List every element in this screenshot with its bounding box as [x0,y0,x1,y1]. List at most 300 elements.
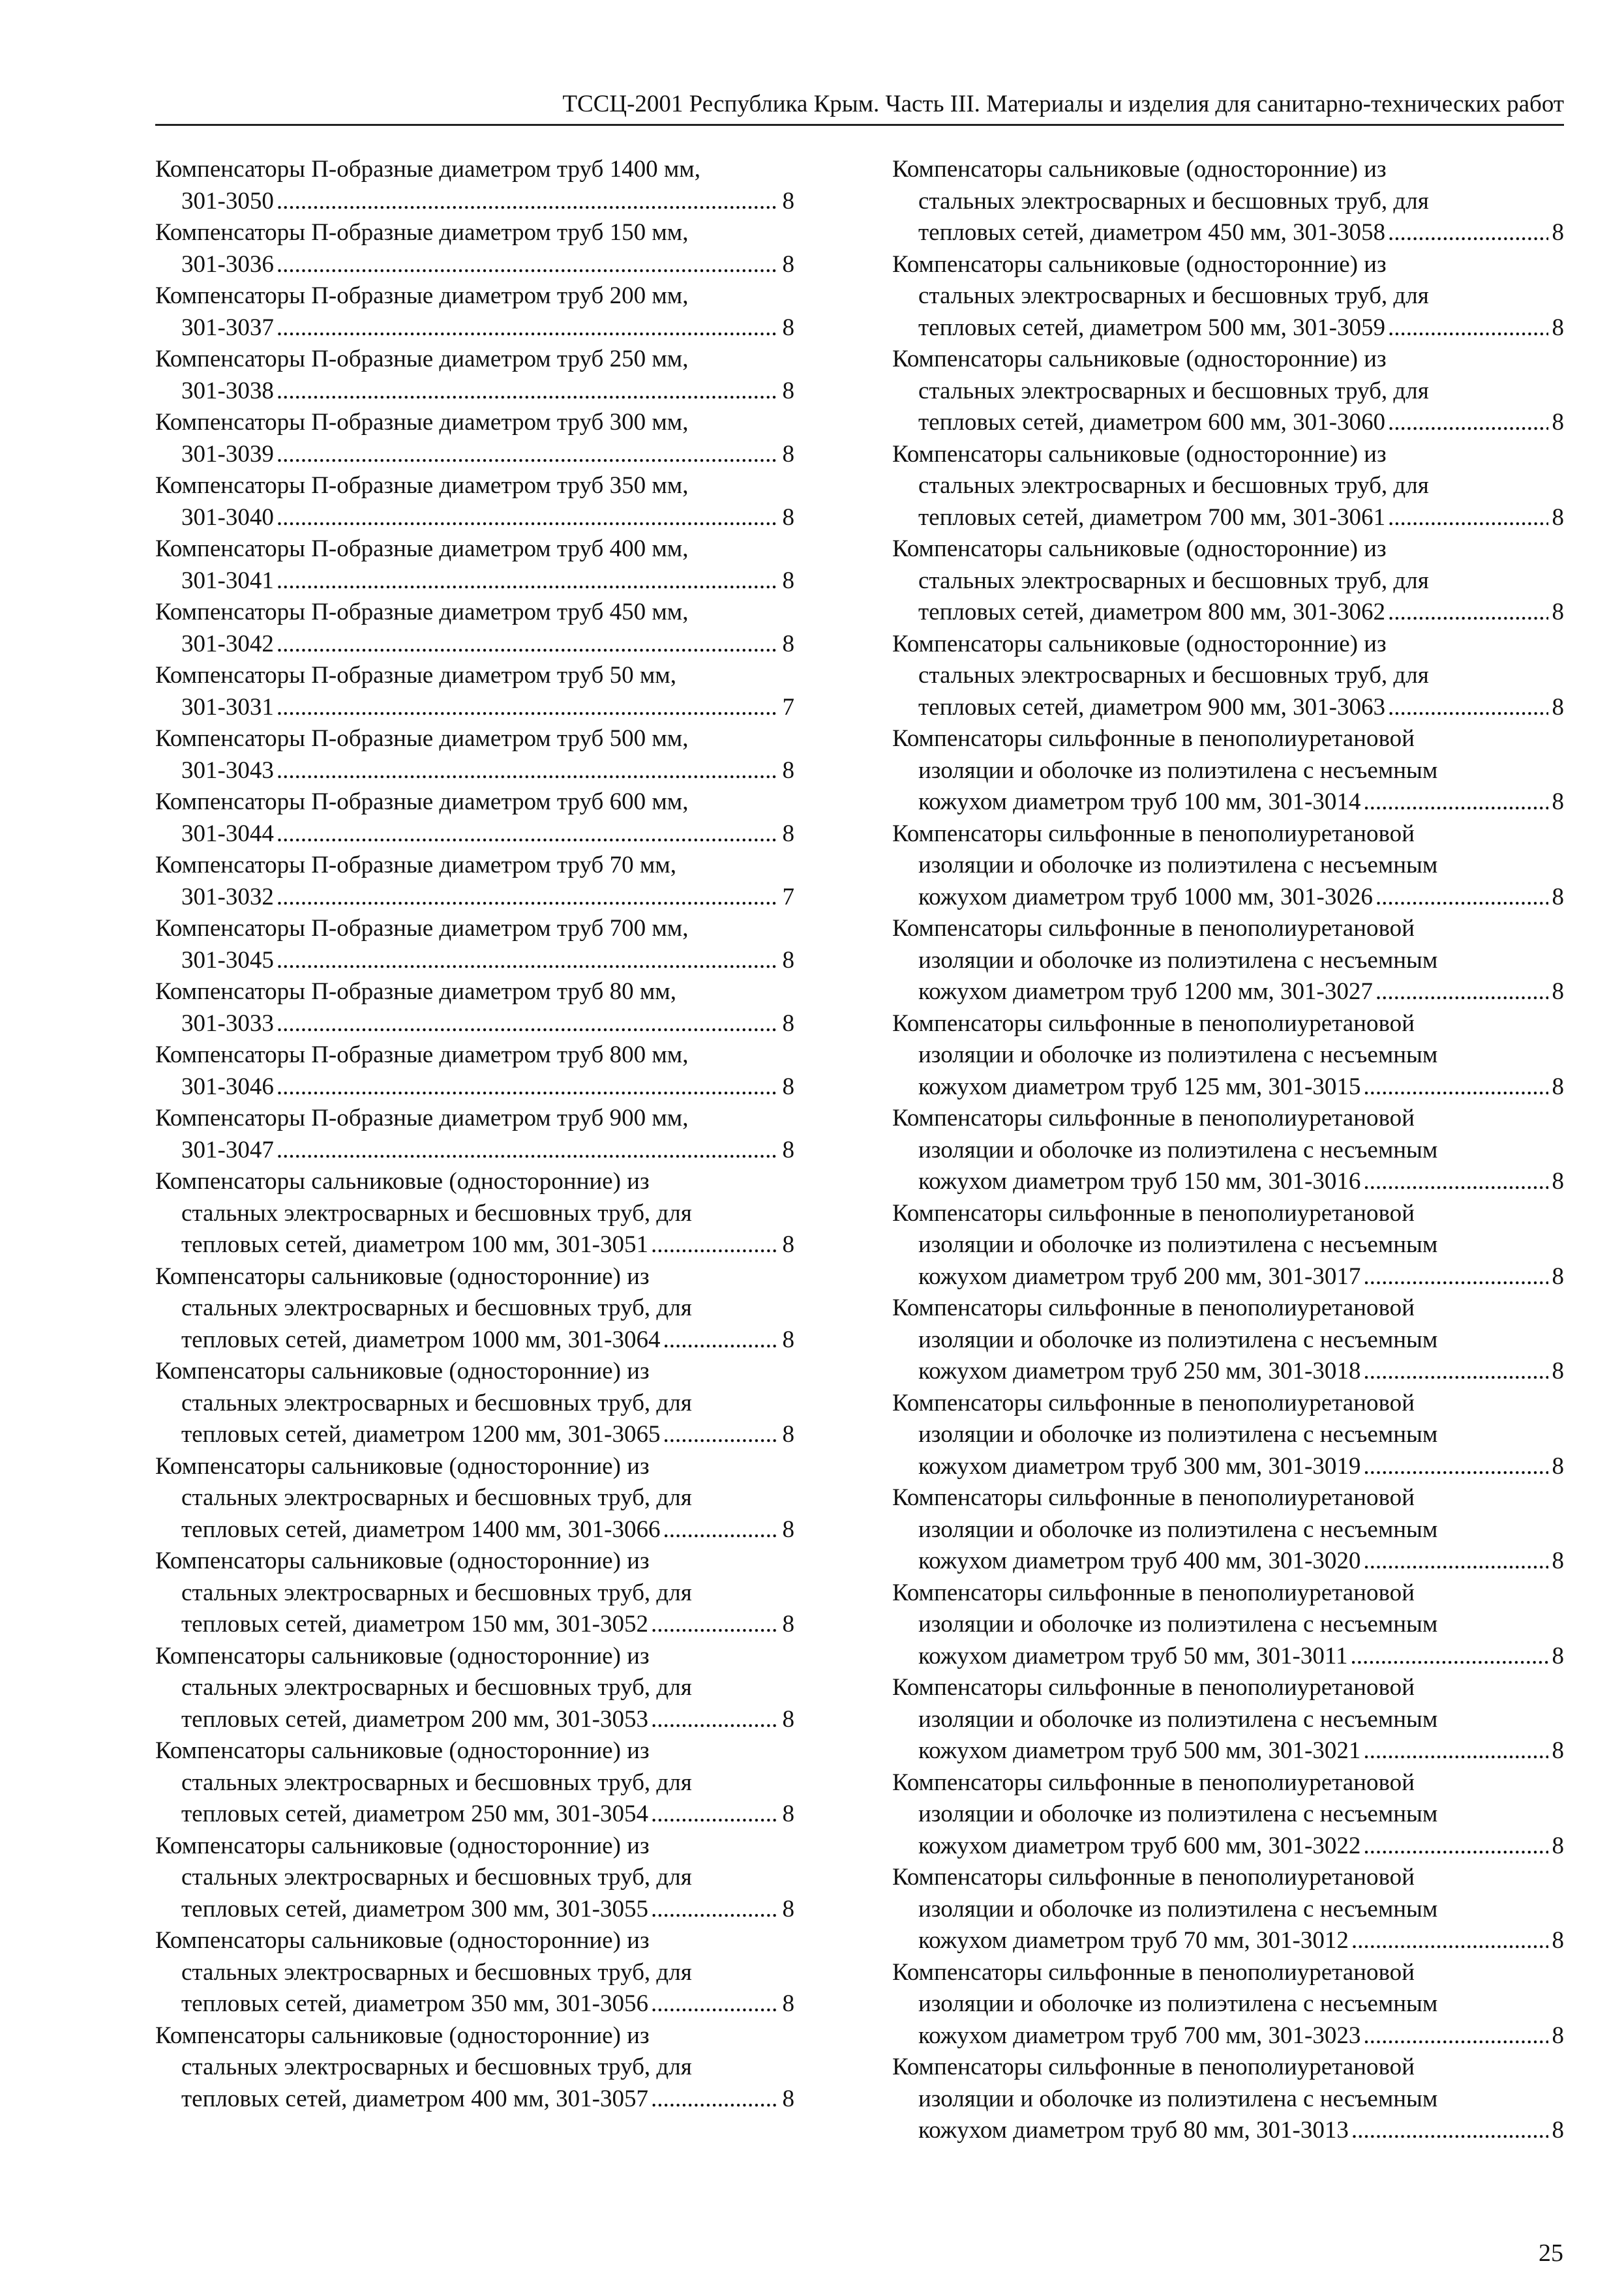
dot-leader [663,1324,779,1356]
dot-leader [1388,217,1548,249]
entry-line: изоляции и оболочке из полиэтилена с несъемным [918,1516,1438,1543]
entry-line: Компенсаторы П-образные диаметром труб 1400 мм, [155,156,700,183]
entry-line: изоляции и оболочке из полиэтилена с несъемным [918,1326,1438,1353]
index-entry [892,1008,1564,1103]
index-entry [155,407,794,470]
entry-line: кожухом диаметром труб 150 мм, 301-3016 [918,1168,1361,1195]
entry-line: тепловых сетей, диаметром 400 мм, 301-3057 [181,2085,648,2112]
dot-leader [1363,1356,1548,1388]
entry-line: Компенсаторы сальниковые (односторонние) из [155,1832,650,1859]
entry-page-ref: 8 [1552,1927,1564,1954]
entry-line: 301-3046 [181,1073,274,1100]
entry-page-ref: 8 [782,1073,794,1100]
entry-line: Компенсаторы сальниковые (односторонние) из [155,1927,650,1954]
index-entry [155,723,794,786]
index-column-right [892,154,1564,2147]
index-entry [155,1261,794,1356]
entry-last-line [892,1735,1564,1767]
dot-leader [277,1008,779,1040]
entry-line: Компенсаторы сальниковые (односторонние) из [892,535,1387,562]
entry-last-line [892,2020,1564,2052]
entry-page-ref: 8 [1552,2022,1564,2049]
entry-last-line [155,502,794,534]
entry-line: кожухом диаметром труб 80 мм, 301-3013 [918,2117,1349,2144]
index-entry [155,344,794,407]
entry-last-line [155,1704,794,1736]
dot-leader [277,249,779,281]
entry-line: Компенсаторы сальниковые (односторонние) из [155,1168,650,1195]
index-entry [892,1198,1564,1293]
dot-leader [277,439,779,471]
entry-line: Компенсаторы сильфонные в пенополиуретановой [892,1199,1415,1227]
entry-page-ref: 7 [782,883,794,910]
entry-line: 301-3044 [181,820,274,847]
entry-last-line [892,786,1564,818]
entry-line: изоляции и оболочке из полиэтилена с несъемным [918,1990,1438,2017]
entry-page-ref: 8 [782,314,794,341]
index-entry [892,1103,1564,1198]
entry-line: изоляции и оболочке из полиэтилена с несъемным [918,1136,1438,1163]
entry-line: Компенсаторы сильфонные в пенополиуретановой [892,1579,1415,1606]
index-entry [155,1641,794,1736]
dot-leader [277,692,779,724]
index-entry [155,470,794,533]
entry-line: 301-3042 [181,630,274,657]
entry-line: стальных электросварных и бесшовных труб, для [918,187,1429,215]
entry-line: 301-3041 [181,567,274,594]
entry-page-ref: 8 [1552,1832,1564,1859]
index-entry [155,1103,794,1166]
entry-last-line [892,1166,1564,1198]
index-entry [155,1546,794,1641]
entry-line: тепловых сетей, диаметром 1200 мм, 301-3065 [181,1421,661,1448]
entry-line: Компенсаторы П-образные диаметром труб 800 мм, [155,1041,689,1068]
entry-line: Компенсаторы П-образные диаметром труб 70 мм, [155,852,676,878]
entry-page-ref: 8 [1552,788,1564,815]
entry-last-line [155,1324,794,1356]
entry-line: кожухом диаметром труб 1200 мм, 301-3027 [918,978,1373,1005]
entry-line: Компенсаторы сильфонные в пенополиуретановой [892,1389,1415,1416]
entry-page-ref: 8 [782,1421,794,1448]
entry-line: изоляции и оболочке из полиэтилена с несъемным [918,1231,1438,1258]
entry-page-ref: 8 [782,1990,794,2017]
entry-line: Компенсаторы П-образные диаметром труб 900 мм, [155,1105,689,1131]
entry-page-ref: 8 [782,187,794,215]
entry-page-ref: 8 [782,377,794,404]
entry-last-line [892,976,1564,1008]
index-entry [892,629,1564,724]
entry-page-ref: 8 [1552,1263,1564,1290]
entry-last-line [892,1071,1564,1103]
entry-last-line [155,1419,794,1451]
index-entry [892,1388,1564,1483]
entry-last-line [155,1799,794,1831]
dot-leader [1376,976,1548,1008]
entry-last-line [892,1641,1564,1673]
index-entry [892,1767,1564,1863]
dot-leader [651,1988,779,2020]
entry-last-line [155,1229,794,1261]
index-entry [155,913,794,976]
dot-leader [1363,1261,1548,1293]
index-entry [155,660,794,723]
header-title: ТССЦ-2001 Республика Крым. Часть III. Материалы и изделия для санитарно-технических работ [562,91,1564,117]
entry-page-ref: 8 [1552,314,1564,341]
dot-leader [1388,692,1548,724]
index-entry [155,1735,794,1831]
entry-line: изоляции и оболочке из полиэтилена с несъемным [918,1705,1438,1733]
dot-leader [1363,1166,1548,1198]
entry-line: кожухом диаметром труб 250 мм, 301-3018 [918,1358,1361,1384]
dot-leader [651,1799,779,1831]
entry-line: кожухом диаметром труб 100 мм, 301-3014 [918,788,1361,815]
entry-page-ref: 8 [1552,1737,1564,1764]
entry-line: стальных электросварных и бесшовных труб, для [181,1389,692,1416]
index-entry [155,1925,794,2020]
entry-line: 301-3038 [181,377,274,404]
dot-leader [277,818,779,850]
entry-line: стальных электросварных и бесшовных труб, для [181,1674,692,1701]
entry-line: тепловых сетей, диаметром 1000 мм, 301-3064 [181,1326,661,1353]
entry-line: 301-3031 [181,693,274,721]
entry-last-line [155,2084,794,2116]
index-entry [892,723,1564,818]
index-entry [892,344,1564,439]
entry-line: Компенсаторы сильфонные в пенополиуретановой [892,915,1415,942]
entry-page-ref: 8 [782,250,794,278]
entry-line: кожухом диаметром труб 200 мм, 301-3017 [918,1263,1361,1290]
entry-line: Компенсаторы сильфонные в пенополиуретановой [892,725,1415,752]
entry-page-ref: 8 [782,630,794,657]
index-entry [155,533,794,597]
entry-last-line [892,692,1564,724]
entry-last-line [155,629,794,661]
index-entry [892,818,1564,914]
entry-last-line [892,1831,1564,1863]
dot-leader [1363,1831,1548,1863]
index-entry [155,1451,794,1546]
index-column-left [155,154,794,2115]
entry-line: кожухом диаметром труб 500 мм, 301-3021 [918,1737,1361,1764]
entry-page-ref: 8 [1552,693,1564,721]
index-entry [155,786,794,850]
entry-line: Компенсаторы П-образные диаметром труб 150 мм, [155,219,689,246]
dot-leader [1363,786,1548,818]
entry-line: кожухом диаметром труб 50 мм, 301-3011 [918,1642,1348,1669]
entry-last-line [892,2115,1564,2147]
index-entry [892,249,1564,344]
entry-last-line [892,1261,1564,1293]
entry-line: Компенсаторы П-образные диаметром труб 600 мм, [155,788,689,815]
entry-line: Компенсаторы сильфонные в пенополиуретановой [892,1484,1415,1511]
entry-line: изоляции и оболочке из полиэтилена с несъемным [918,852,1438,878]
dot-leader [277,312,779,344]
entry-line: стальных электросварных и бесшовных труб, для [918,472,1429,499]
entry-line: Компенсаторы П-образные диаметром труб 500 мм, [155,725,689,752]
entry-line: стальных электросварных и бесшовных труб, для [181,1579,692,1606]
entry-page-ref: 8 [782,756,794,784]
entry-line: стальных электросварных и бесшовных труб, для [181,1864,692,1891]
entry-line: изоляции и оболочке из полиэтилена с несъемным [918,1421,1438,1448]
entry-last-line [892,1356,1564,1388]
entry-line: Компенсаторы сальниковые (односторонние) из [155,1358,650,1384]
entry-line: стальных электросварных и бесшовных труб, для [181,1484,692,1511]
dot-leader [1388,597,1548,629]
entry-page-ref: 8 [1552,1452,1564,1480]
entry-line: тепловых сетей, диаметром 150 мм, 301-3052 [181,1611,648,1638]
entry-page-ref: 8 [782,820,794,847]
index-entry [155,1831,794,1926]
entry-line: кожухом диаметром труб 70 мм, 301-3012 [918,1927,1349,1954]
entry-page-ref: 8 [1552,883,1564,910]
index-entry [892,439,1564,534]
entry-line: Компенсаторы сальниковые (односторонние) из [892,156,1387,183]
dot-leader [1351,1925,1548,1957]
entry-last-line [155,376,794,408]
entry-line: 301-3040 [181,503,274,531]
entry-line: стальных электросварных и бесшовных труб, для [918,567,1429,594]
entry-last-line [155,312,794,344]
entry-page-ref: 8 [782,1326,794,1353]
entry-page-ref: 8 [782,1705,794,1733]
index-entry [155,1356,794,1451]
dot-leader [651,2084,779,2116]
entry-line: тепловых сетей, диаметром 700 мм, 301-3061 [918,503,1385,531]
index-entry [155,597,794,660]
entry-line: стальных электросварных и бесшовных труб, для [181,1769,692,1796]
entry-line: 301-3036 [181,250,274,278]
entry-page-ref: 8 [1552,1168,1564,1195]
entry-line: Компенсаторы сильфонные в пенополиуретановой [892,1769,1415,1796]
entry-page-ref: 8 [782,567,794,594]
entry-line: стальных электросварных и бесшовных труб, для [181,2054,692,2080]
entry-last-line [155,1988,794,2020]
entry-line: кожухом диаметром труб 600 мм, 301-3022 [918,1832,1361,1859]
entry-page-ref: 8 [1552,1073,1564,1100]
entry-last-line [892,407,1564,439]
entry-last-line [155,945,794,977]
entry-last-line [155,1894,794,1926]
entry-page-ref: 8 [1552,599,1564,625]
entry-line: Компенсаторы сильфонные в пенополиуретановой [892,1294,1415,1321]
dot-leader [1363,1451,1548,1483]
index-entry [155,217,794,280]
entry-page-ref: 8 [1552,409,1564,436]
entry-line: кожухом диаметром труб 1000 мм, 301-3026 [918,883,1373,910]
entry-line: Компенсаторы сальниковые (односторонние) из [155,1263,650,1290]
entry-line: Компенсаторы П-образные диаметром труб 80 мм, [155,978,676,1005]
entry-line: изоляции и оболочке из полиэтилена с несъемным [918,1895,1438,1922]
entry-page-ref: 8 [1552,2117,1564,2144]
entry-line: Компенсаторы сальниковые (односторонние) из [892,630,1387,657]
dot-leader [277,882,779,914]
entry-line: Компенсаторы П-образные диаметром труб 450 мм, [155,599,689,625]
entry-page-ref: 8 [782,1231,794,1258]
index-entry [155,1040,794,1103]
entry-line: Компенсаторы сальниковые (односторонние) из [155,1737,650,1764]
entry-line: 301-3039 [181,440,274,468]
entry-line: стальных электросварных и бесшовных труб, для [181,1294,692,1321]
entry-last-line [155,565,794,597]
dot-leader [651,1704,779,1736]
entry-line: тепловых сетей, диаметром 500 мм, 301-3059 [918,314,1385,341]
entry-line: 301-3050 [181,187,274,215]
entry-page-ref: 8 [782,1136,794,1163]
index-entry [892,2052,1564,2147]
entry-line: стальных электросварных и бесшовных труб, для [181,1958,692,1986]
entry-last-line [155,1071,794,1103]
entry-line: кожухом диаметром труб 700 мм, 301-3023 [918,2022,1361,2049]
entry-line: Компенсаторы сальниковые (односторонние) из [155,1548,650,1574]
entry-line: кожухом диаметром труб 400 мм, 301-3020 [918,1548,1361,1574]
dot-leader [1351,2115,1548,2147]
running-header [155,89,1564,126]
entry-line: 301-3045 [181,946,274,974]
dot-leader [663,1514,779,1546]
entry-line: Компенсаторы П-образные диаметром труб 250 мм, [155,346,689,372]
entry-page-ref: 8 [782,946,794,974]
entry-line: тепловых сетей, диаметром 350 мм, 301-3056 [181,1990,648,2017]
entry-line: Компенсаторы сильфонные в пенополиуретановой [892,1864,1415,1891]
entry-last-line [892,597,1564,629]
dot-leader [1388,312,1548,344]
entry-page-ref: 8 [782,2085,794,2112]
entry-line: 301-3037 [181,314,274,341]
entry-line: тепловых сетей, диаметром 900 мм, 301-3063 [918,693,1385,721]
entry-line: кожухом диаметром труб 125 мм, 301-3015 [918,1073,1361,1100]
entry-line: тепловых сетей, диаметром 600 мм, 301-3060 [918,409,1385,436]
index-entry [892,1672,1564,1767]
entry-page-ref: 8 [1552,219,1564,246]
dot-leader [277,1135,779,1167]
entry-page-ref: 8 [782,1895,794,1922]
entry-last-line [892,312,1564,344]
entry-line: стальных электросварных и бесшовных труб, для [918,282,1429,309]
entry-line: изоляции и оболочке из полиэтилена с несъемным [918,1801,1438,1827]
entry-last-line [892,882,1564,914]
entry-line: тепловых сетей, диаметром 450 мм, 301-3058 [918,219,1385,246]
dot-leader [651,1609,779,1641]
entry-last-line [892,1925,1564,1957]
index-entry [892,1482,1564,1578]
entry-line: Компенсаторы П-образные диаметром труб 200 мм, [155,282,689,309]
dot-leader [1388,407,1548,439]
entry-page-ref: 8 [1552,1548,1564,1574]
entry-line: изоляции и оболочке из полиэтилена с несъемным [918,1611,1438,1638]
entry-line: тепловых сетей, диаметром 200 мм, 301-3053 [181,1705,648,1733]
index-entry [155,2020,794,2116]
dot-leader [277,376,779,408]
entry-line: кожухом диаметром труб 300 мм, 301-3019 [918,1452,1361,1480]
entry-line: Компенсаторы сальниковые (односторонние) из [155,2022,650,2049]
dot-leader [277,186,779,218]
entry-line: 301-3033 [181,1010,274,1037]
entry-line: изоляции и оболочке из полиэтилена с несъемным [918,1041,1438,1068]
entry-line: Компенсаторы П-образные диаметром труб 300 мм, [155,409,689,436]
entry-line: тепловых сетей, диаметром 800 мм, 301-3062 [918,599,1385,625]
index-entry [155,280,794,344]
entry-last-line [155,1609,794,1641]
entry-line: тепловых сетей, диаметром 100 мм, 301-3051 [181,1231,648,1258]
entry-line: тепловых сетей, диаметром 1400 мм, 301-3066 [181,1516,661,1543]
dot-leader [1363,1071,1548,1103]
entry-line: Компенсаторы сильфонные в пенополиуретановой [892,2054,1415,2080]
entry-last-line [892,502,1564,534]
dot-leader [1363,1546,1548,1578]
entry-page-ref: 8 [782,1516,794,1543]
index-entry [892,1293,1564,1388]
entry-last-line [155,755,794,787]
dot-leader [277,502,779,534]
index-entry [892,1862,1564,1957]
entry-page-ref: 8 [1552,1642,1564,1669]
dot-leader [277,565,779,597]
entry-page-ref: 8 [1552,1358,1564,1384]
entry-line: Компенсаторы сальниковые (односторонние) из [155,1642,650,1669]
entry-page-ref: 8 [782,1611,794,1638]
index-entry [155,976,794,1040]
entry-line: Компенсаторы П-образные диаметром труб 50 мм, [155,662,676,689]
entry-page-ref: 8 [782,1010,794,1037]
dot-leader [277,945,779,977]
entry-line: Компенсаторы сильфонные в пенополиуретановой [892,1010,1415,1037]
entry-page-ref: 8 [782,440,794,468]
entry-last-line [155,439,794,471]
index-entry [892,1578,1564,1673]
entry-last-line [155,1008,794,1040]
entry-line: 301-3047 [181,1136,274,1163]
dot-leader [1363,1735,1548,1767]
entry-line: стальных электросварных и бесшовных труб, для [918,377,1429,404]
entry-page-ref: 8 [1552,978,1564,1005]
entry-last-line [155,186,794,218]
index-entry [892,913,1564,1008]
entry-last-line [155,1514,794,1546]
entry-last-line [155,882,794,914]
entry-line: стальных электросварных и бесшовных труб, для [918,662,1429,689]
index-entry [892,1957,1564,2052]
dot-leader [277,629,779,661]
dot-leader [1363,2020,1548,2052]
entry-line: Компенсаторы сальниковые (односторонние) из [155,1452,650,1480]
entry-line: тепловых сетей, диаметром 300 мм, 301-3055 [181,1895,648,1922]
index-entry [892,533,1564,629]
page-number: 25 [1539,2239,1563,2267]
entry-line: Компенсаторы сальниковые (односторонние) из [892,250,1387,278]
entry-line: стальных электросварных и бесшовных труб, для [181,1199,692,1227]
entry-last-line [892,1451,1564,1483]
entry-last-line [155,1135,794,1167]
entry-line: тепловых сетей, диаметром 250 мм, 301-3054 [181,1801,648,1827]
entry-line: Компенсаторы сальниковые (односторонние) из [892,346,1387,372]
entry-line: изоляции и оболочке из полиэтилена с несъемным [918,2085,1438,2112]
dot-leader [651,1229,779,1261]
dot-leader [651,1894,779,1926]
entry-line: Компенсаторы сильфонные в пенополиуретановой [892,1105,1415,1131]
entry-last-line [155,692,794,724]
index-entry [892,154,1564,249]
index-entry [155,1166,794,1261]
entry-line: 301-3043 [181,756,274,784]
entry-line: Компенсаторы П-образные диаметром труб 350 мм, [155,472,689,499]
entry-last-line [892,1546,1564,1578]
dot-leader [1388,502,1548,534]
dot-leader [277,1071,779,1103]
index-entry [155,850,794,913]
dot-leader [1351,1641,1548,1673]
entry-line: Компенсаторы сильфонные в пенополиуретановой [892,1674,1415,1701]
entry-line: изоляции и оболочке из полиэтилена с несъемным [918,946,1438,974]
